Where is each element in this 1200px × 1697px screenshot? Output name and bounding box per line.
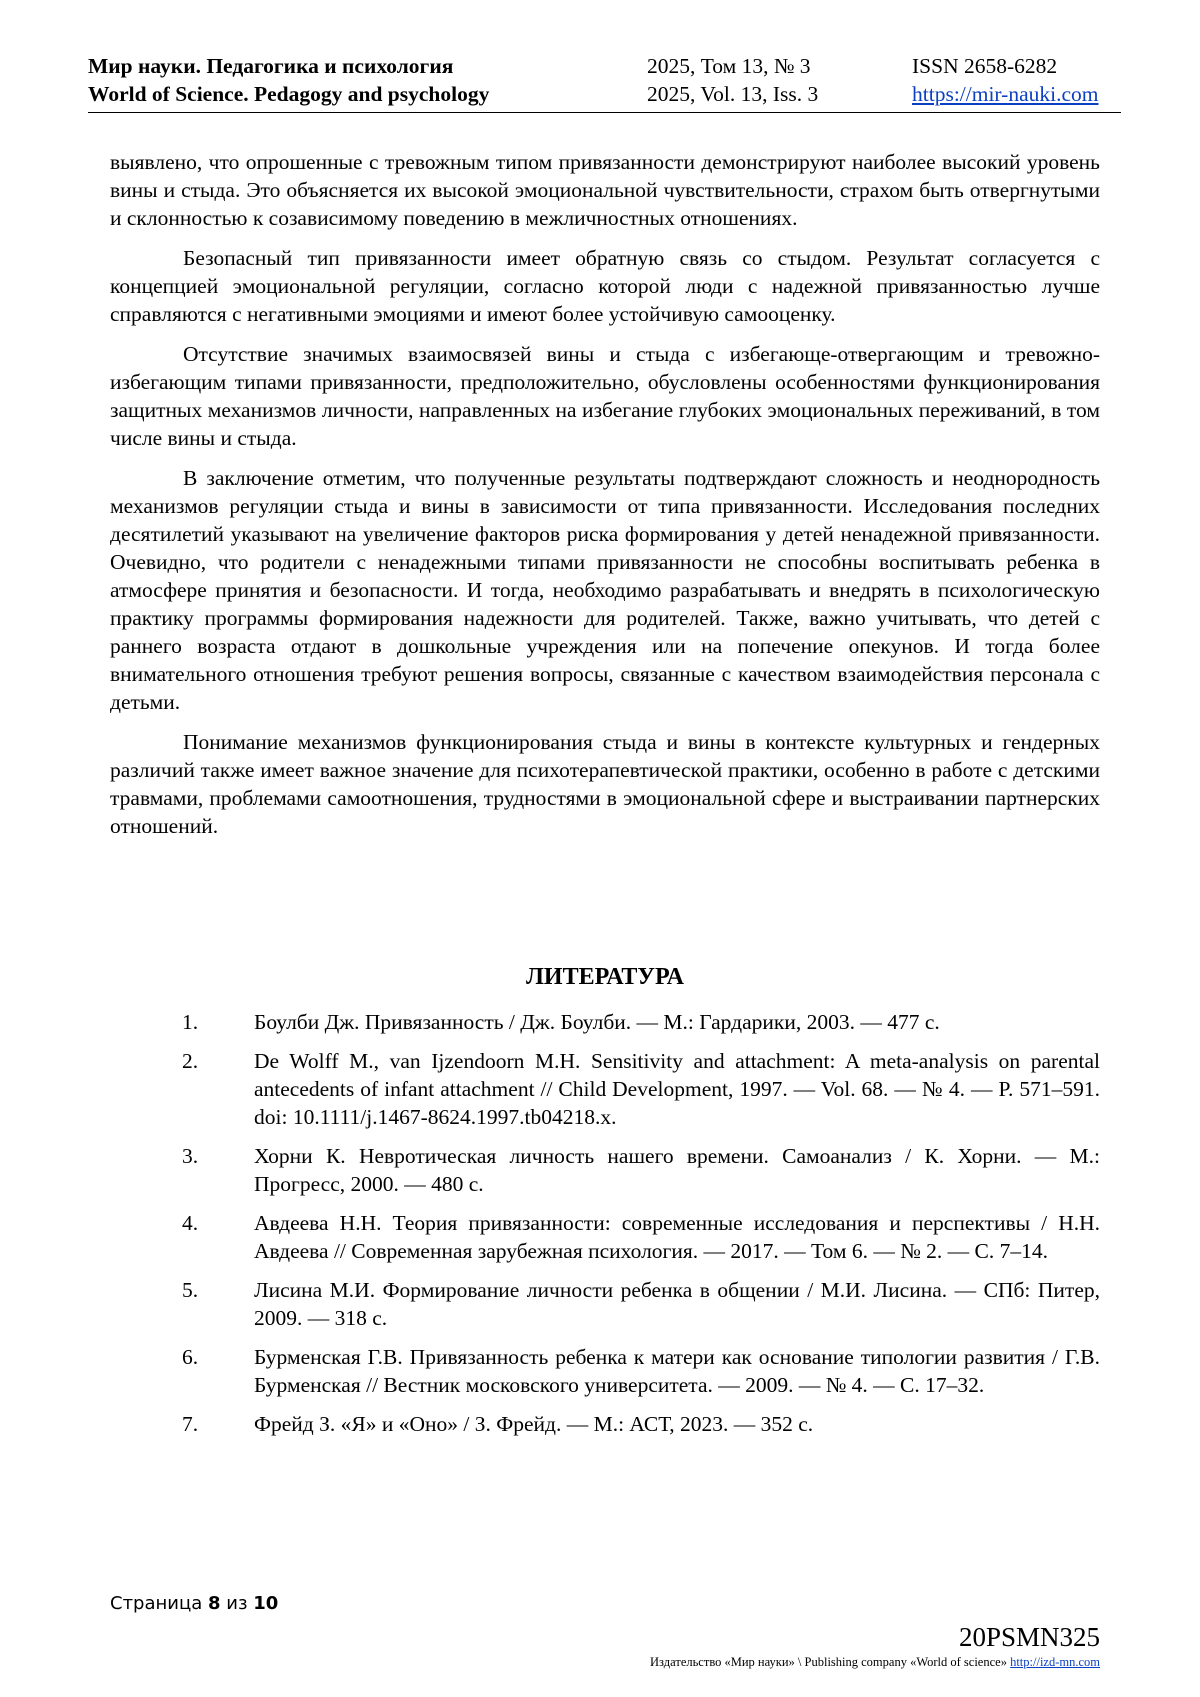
reference-item: [110, 1209, 1100, 1265]
website-link[interactable]: https://mir-nauki.com: [912, 82, 1099, 106]
article-body: [110, 148, 1100, 852]
page-of: из: [226, 1593, 248, 1614]
publisher-link[interactable]: http://izd-mn.com: [1010, 1655, 1100, 1669]
reference-item: [110, 1276, 1100, 1332]
issue-ru: 2025, Том 13, № 3: [647, 54, 811, 78]
issn: ISSN 2658-6282: [912, 54, 1058, 78]
references-heading: ЛИТЕРАТУРА: [526, 964, 684, 990]
reference-number: 1.: [182, 1010, 199, 1034]
reference-number: 3.: [182, 1144, 199, 1168]
references-list: [110, 1008, 1100, 1449]
reference-item: [110, 1142, 1100, 1198]
reference-text: Авдеева Н.Н. Теория привязанности: современные исследования и перспективы / Н.Н. Авдеева // Современная зарубежная психология. — 2017. — Том 6. — № 2. — С. 7–14.: [254, 1211, 1100, 1263]
reference-number: 4.: [182, 1211, 199, 1235]
reference-number: 6.: [182, 1345, 199, 1369]
issn-block: [912, 52, 1098, 108]
header-divider: [88, 112, 1121, 113]
page-header: [88, 52, 1121, 112]
reference-number: 7.: [182, 1412, 199, 1436]
body-paragraph: выявлено, что опрошенные с тревожным типом привязанности демонстрируют наиболее высокий уровень вины и стыда. Это объясняется их высокой эмоциональной чувствительности, страхом быть отвергнутыми и склонностью к созависимому поведению в межличностных отношениях.: [110, 150, 1100, 230]
reference-number: 5.: [182, 1278, 199, 1302]
page-current: 8: [208, 1593, 221, 1614]
reference-text: Бурменская Г.В. Привязанность ребенка к матери как основание типологии развития / Г.В. Бурменская // Вестник московского университета. — 2009. — № 4. — С. 17–32.: [254, 1345, 1100, 1397]
issue-info: [647, 52, 818, 108]
reference-text: Боулби Дж. Привязанность / Дж. Боулби. — М.: Гардарики, 2003. — 477 с.: [254, 1010, 940, 1034]
reference-item: [110, 1008, 1100, 1036]
reference-text: Лисина М.И. Формирование личности ребенка в общении / М.И. Лисина. — СПб: Питер, 2009. — 318 с.: [254, 1278, 1100, 1330]
journal-title-en: World of Science. Pedagogy and psychology: [88, 82, 490, 106]
publisher-line: [650, 1654, 1100, 1670]
body-paragraph: Отсутствие значимых взаимосвязей вины и стыда с избегающе-отвергающим и тревожно-избегающим типами привязанности, предположительно, обусловлены особенностями функционирования защитных механизмов личности, направленных на избегание глубоких эмоциональных переживаний, в том числе вины и стыда.: [110, 342, 1100, 450]
reference-text: Фрейд З. «Я» и «Оно» / З. Фрейд. — М.: АСТ, 2023. — 352 с.: [254, 1412, 814, 1436]
article-code: 20PSMN325: [958, 1622, 1100, 1652]
body-paragraph: Понимание механизмов функционирования стыда и вины в контексте культурных и гендерных различий также имеет важное значение для психотерапевтической практики, особенно в работе с детскими травмами, проблемами самоотношения, трудностями в эмоциональной сфере и выстраивании партнерских отношений.: [110, 730, 1100, 838]
reference-item: [110, 1047, 1100, 1131]
reference-text: Хорни К. Невротическая личность нашего времени. Самоанализ / К. Хорни. — М.: Прогресс, 2000. — 480 с.: [254, 1144, 1100, 1196]
reference-number: 2.: [182, 1049, 199, 1073]
reference-text: De Wolff M., van Ijzendoorn M.H. Sensitivity and attachment: A meta-analysis on parental antecedents of infant attachment // Child Development, 1997. — Vol. 68. — № 4. — P. 571–591. doi: 10.1111/j.1467-8624.1997.tb04218.x.: [254, 1049, 1100, 1129]
reference-item: [110, 1343, 1100, 1399]
journal-title-ru: Мир науки. Педагогика и психология: [88, 54, 454, 78]
body-paragraph: В заключение отметим, что полученные результаты подтверждают сложность и неоднородность механизмов регуляции стыда и вины в зависимости от типа привязанности. Исследования последних десятилетий указывают на увеличение факторов риска формирования у детей ненадежной привязанности. Очевидно, что родители с ненадежными типами привязанности не способны воспитывать ребенка в атмосфере принятия и безопасности. И тогда, необходимо разрабатывать и внедрять в психологическую практику программы формирования надежности для родителей. Также, важно учитывать, что детей с раннего возраста отдают в дошкольные учреждения или на попечение опекунов. И тогда более внимательного отношения требуют решения вопросы, связанные с качеством взаимодействия персонала с детьми.: [110, 466, 1100, 714]
issue-en: 2025, Vol. 13, Iss. 3: [647, 82, 819, 106]
page-label: Страница: [110, 1593, 203, 1614]
journal-title: [88, 52, 489, 108]
body-paragraph: Безопасный тип привязанности имеет обратную связь со стыдом. Результат согласуется с концепцией эмоциональной регуляции, согласно которой люди с надежной привязанностью лучше справляются с негативными эмоциями и имеют более устойчивую самооценку.: [110, 246, 1100, 326]
publisher-name: Издательство «Мир науки» \ Publishing company «World of science»: [650, 1655, 1007, 1669]
page-total: 10: [253, 1593, 279, 1614]
reference-item: [110, 1410, 1100, 1438]
page-number: [110, 1592, 278, 1616]
